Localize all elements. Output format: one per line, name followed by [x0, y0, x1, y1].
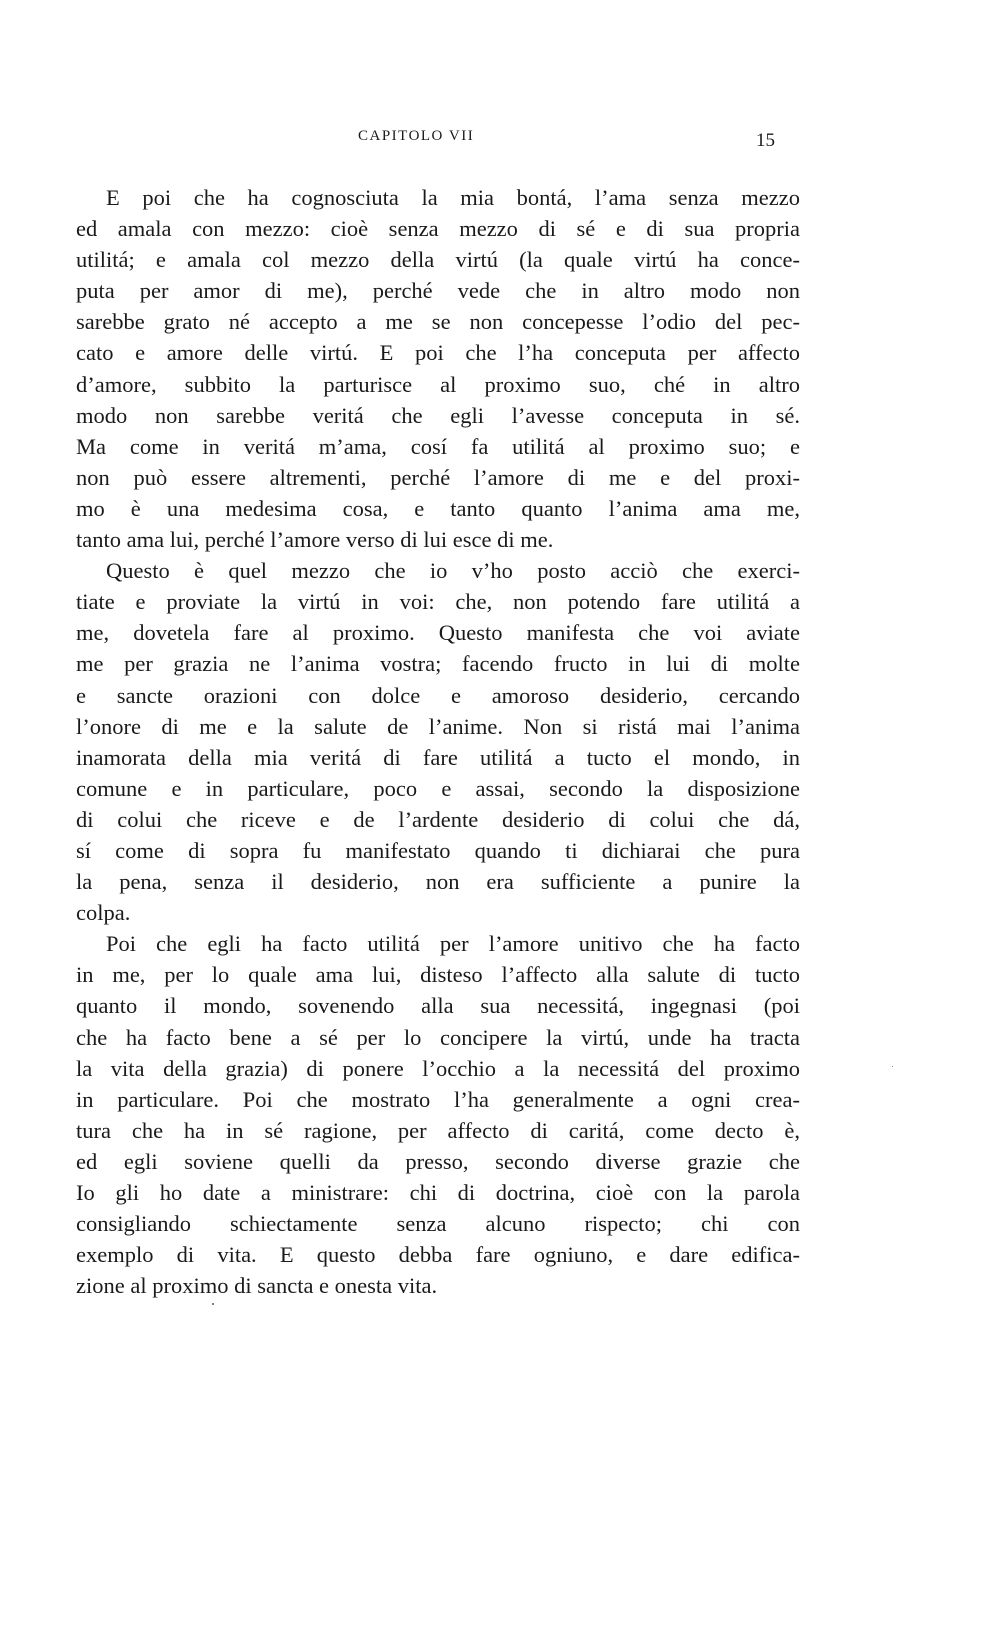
text-line: modo non sarebbe veritá che egli l’avesse conceputa in sé. [76, 402, 800, 428]
text-line: consigliando schiectamente senza alcuno rispecto; chi con [76, 1211, 800, 1237]
text-line: tura che ha in sé ragione, per affecto di caritá, come decto è, [76, 1117, 800, 1143]
text-line: me, dovetela fare al proximo. Questo manifesta che voi aviate [76, 620, 800, 646]
paragraph [76, 182, 800, 555]
print-speck [892, 1066, 893, 1067]
chapter-title: CAPITOLO VII [358, 128, 475, 144]
text-line: inamorata della mia veritá di fare utilitá a tucto el mondo, in [76, 744, 800, 770]
text-line: me per grazia ne l’anima vostra; facendo fructo in lui di molte [76, 651, 800, 677]
text-line: E poi che ha cognosciuta la mia bontá, l’ama senza mezzo [106, 185, 800, 210]
text-line: zione al proximo di sancta e onesta vita. [76, 1273, 438, 1299]
text-line: la pena, senza il desiderio, non era sufficiente a punire la [76, 869, 800, 895]
text-line: colpa. [76, 900, 131, 926]
print-speck [212, 1303, 214, 1305]
text-line: in particulare. Poi che mostrato l’ha generalmente a ogni crea- [76, 1086, 800, 1112]
text-line: l’onore di me e la salute de l’anime. Non si ristá mai l’anima [76, 713, 800, 739]
text-line: la vita della grazia) di ponere l’occhio a la necessitá del proximo [76, 1055, 800, 1081]
text-line: quanto il mondo, sovenendo alla sua necessitá, ingegnasi (poi [76, 993, 800, 1019]
paragraph [76, 555, 800, 928]
text-line: Questo è quel mezzo che io v’ho posto acciò che exerci- [106, 558, 800, 584]
text-line: Poi che egli ha facto utilitá per l’amore unitivo che ha facto [106, 931, 800, 957]
body-text [76, 182, 800, 1301]
text-line: comune e in particulare, poco e assai, secondo la disposizione [76, 775, 800, 801]
paragraph [76, 928, 800, 1301]
text-line: che ha facto bene a sé per lo concipere la virtú, unde ha tracta [76, 1024, 800, 1050]
text-line: sí come di sopra fu manifestato quando ti dichiarai che pura [76, 837, 800, 863]
text-line: exemplo di vita. E questo debba fare ogniuno, e dare edifica- [76, 1242, 800, 1268]
text-line: tanto ama lui, perché l’amore verso di lui esce di me. [76, 527, 554, 553]
text-line: sarebbe grato né accepto a me se non concepesse l’odio del pec- [76, 309, 800, 335]
text-line: ed amala con mezzo: cioè senza mezzo di sé e di sua propria [76, 216, 800, 242]
text-line: in me, per lo quale ama lui, disteso l’affecto alla salute di tucto [76, 962, 800, 988]
text-line: ed egli soviene quelli da presso, secondo diverse grazie che [76, 1148, 800, 1174]
text-line: e sancte orazioni con dolce e amoroso desiderio, cercando [76, 682, 800, 708]
text-line: mo è una medesima cosa, e tanto quanto l’anima ama me, [76, 495, 800, 521]
text-line: utilitá; e amala col mezzo della virtú (la quale virtú ha conce- [76, 247, 800, 273]
page-number: 15 [756, 130, 775, 151]
text-line: non può essere altrementi, perché l’amore di me e del proxi- [76, 464, 800, 490]
text-line: d’amore, subbito la parturisce al proximo suo, ché in altro [76, 371, 800, 397]
text-line: tiate e proviate la virtú in voi: che, non potendo fare utilitá a [76, 589, 800, 615]
text-line: cato e amore delle virtú. E poi che l’ha conceputa per affecto [76, 340, 800, 366]
running-head [0, 128, 983, 152]
text-line: Io gli ho date a ministrare: chi di doctrina, cioè con la parola [76, 1180, 800, 1205]
text-line: puta per amor di me), perché vede che in altro modo non [76, 278, 800, 304]
text-line: di colui che riceve e de l’ardente desiderio di colui che dá, [76, 806, 800, 832]
text-line: Ma come in veritá m’ama, cosí fa utilitá al proximo suo; e [76, 433, 800, 459]
